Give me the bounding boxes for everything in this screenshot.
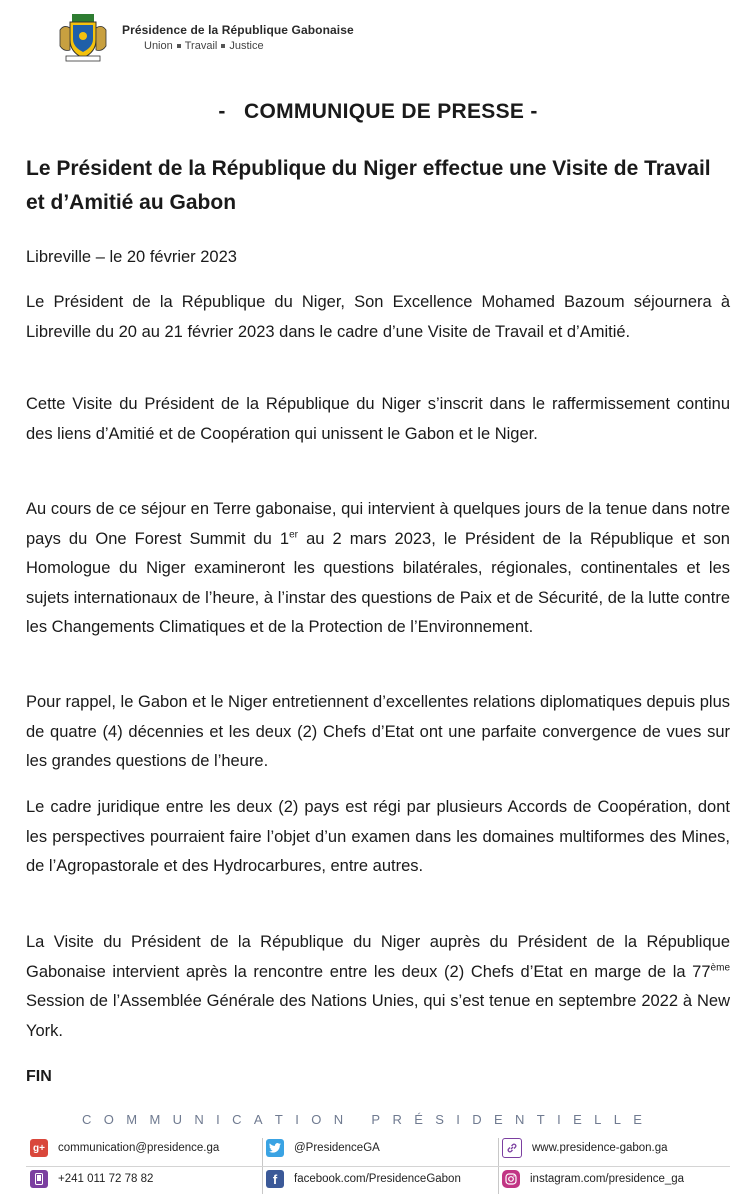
paragraph-3-part-2: au 2 mars 2023, le Président de la République et son Homologue du Niger examineront les questions bilatérales, régionales, continentales et les sujets internationaux de l’heure, à l’instar des questions de Paix et de Sécurité, de la lutte contre les Changements Climatiques et de la Protection de l’Environnement. (26, 529, 730, 636)
paragraph-6-part-2: Session de l’Assemblée Générale des Nations Unies, qui s’est tenue en septembre 2022 à New York. (26, 992, 730, 1040)
twitter-contact[interactable] (262, 1137, 498, 1159)
phone-text: +241 011 72 78 82 (58, 1173, 154, 1185)
paragraph-4: Pour rappel, le Gabon et le Niger entretiennent d’excellentes relations diplomatiques depuis plus de quatre (4) décennies et les deux (2) Chefs d’Etat ont une parfaite convergence de vues sur les grandes questions de l’heure. (26, 693, 730, 770)
footer-title-letter: L (594, 1112, 602, 1127)
phone-contact[interactable] (26, 1168, 262, 1190)
link-icon (502, 1138, 522, 1158)
google-plus-icon: g+ (30, 1139, 48, 1157)
organization-name: Présidence de la République Gabonaise (122, 22, 354, 37)
contact-footer (26, 1135, 730, 1193)
footer-title-letter: M (149, 1112, 161, 1127)
motto (144, 40, 354, 52)
footer-title (82, 1112, 642, 1127)
footer-title-letter: M (126, 1112, 138, 1127)
footer-title-letter: A (253, 1112, 263, 1127)
footer-title-letter: E (573, 1112, 582, 1127)
footer-title-letter: N (333, 1112, 344, 1127)
motto-word: Union (144, 39, 173, 52)
superscript: er (289, 529, 298, 540)
superscript: ème (710, 962, 730, 973)
footer-title-letter: C (232, 1112, 242, 1127)
letterhead (56, 10, 354, 64)
footer-title-letter: E (494, 1112, 503, 1127)
website-contact[interactable] (498, 1137, 730, 1159)
twitter-handle: @PresidenceGA (294, 1142, 380, 1154)
footer-title-letter: I (456, 1112, 460, 1127)
footer-title-letter: N (515, 1112, 525, 1127)
footer-title-letter: N (194, 1112, 204, 1127)
headline: Le Président de la République du Niger effectue une Visite de Travail et d’Amitié au Gabon (26, 157, 711, 214)
footer-title-letter: T (536, 1112, 545, 1127)
twitter-icon (266, 1139, 284, 1157)
end-marker: FIN (26, 1068, 52, 1085)
footer-title-letter: T (274, 1112, 283, 1127)
footer-title-letter: O (103, 1112, 114, 1127)
instagram-text: instagram.com/presidence_ga (530, 1173, 685, 1185)
footer-title-letter: O (311, 1112, 322, 1127)
footer-title-letter: I (557, 1112, 561, 1127)
motto-word: Travail (184, 39, 218, 52)
motto-word: Justice (229, 39, 264, 52)
footer-title-letter: L (613, 1112, 621, 1127)
facebook-icon: f (266, 1170, 284, 1188)
phone-icon (30, 1170, 48, 1188)
footer-title-letter: S (435, 1112, 444, 1127)
footer-title-letter: D (472, 1112, 482, 1127)
footer-title-gap (355, 1112, 359, 1127)
facebook-contact[interactable] (262, 1168, 498, 1190)
email-contact[interactable] (26, 1137, 262, 1159)
email-text: communication@presidence.ga (58, 1142, 220, 1154)
footer-title-letter: C (82, 1112, 92, 1127)
footer-title-letter: É (414, 1112, 423, 1127)
paragraph-6 (26, 928, 730, 1046)
dateline: Libreville – le 20 février 2023 (26, 248, 237, 266)
paragraph-5: Le cadre juridique entre les deux (2) pays est régi par plusieurs Accords de Coopération, dont les perspectives pourraient faire l’objet d’un examen dans les domaines multiformes des Mines, de l’Agropastorale et des Hydrocarbures, entre autres. (26, 798, 730, 875)
document-title: - COMMUNIQUE DE PRESSE - (218, 100, 538, 123)
footer-title-letter: U (172, 1112, 183, 1127)
paragraph-3-part-1: Au cours de ce séjour en Terre gabonaise, qui intervient à quelques jours de la tenue dans notre pays du One Forest Summit du 1 (26, 500, 730, 548)
instagram-icon (502, 1170, 520, 1188)
instagram-contact[interactable] (498, 1168, 730, 1190)
footer-title-letter: I (295, 1112, 299, 1127)
footer-title-letter: R (392, 1112, 402, 1127)
footer-title-letter: P (371, 1112, 381, 1127)
footer-title-letter: E (633, 1112, 642, 1127)
website-text: www.presidence-gabon.ga (532, 1142, 668, 1154)
facebook-text: facebook.com/PresidenceGabon (294, 1173, 461, 1185)
paragraph-2: Cette Visite du Président de la République du Niger s’inscrit dans le raffermissement continu des liens d’Amitié et de Coopération qui unissent le Gabon et le Niger. (26, 395, 730, 443)
footer-title-letter: I (216, 1112, 220, 1127)
gabon-coat-of-arms-icon (56, 10, 110, 64)
paragraph-3 (26, 495, 730, 643)
paragraph-6-part-1: La Visite du Président de la République du Niger auprès du Président de la République Gabonaise intervient après la rencontre entre les deux (2) Chefs d’Etat en marge de la 77 (26, 933, 730, 981)
paragraph-1: Le Président de la République du Niger, Son Excellence Mohamed Bazoum séjournera à Libreville du 20 au 21 février 2023 dans le cadre d’une Visite de Travail et d’Amitié. (26, 293, 730, 341)
